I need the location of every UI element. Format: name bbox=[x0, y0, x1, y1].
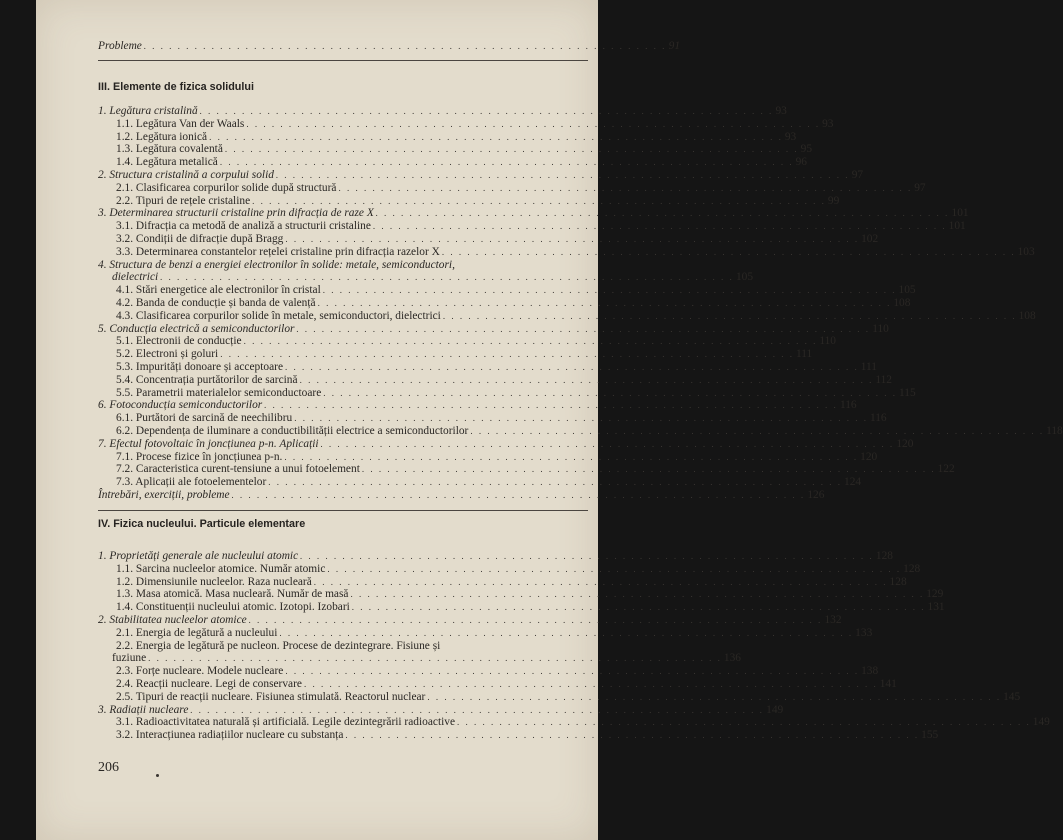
toc-entry-page: 111 bbox=[795, 348, 813, 361]
dot-leader: . . . . . . . . . . . . . . . . . . . . . . . . . . . . . . . . . . . . . . . . . . . . . . . . . . . . . . . . . . . . . . . . . . . . bbox=[268, 477, 842, 488]
section-heading-iii: III. Elemente de fizica solidului bbox=[98, 81, 254, 93]
toc-entry bbox=[116, 117, 834, 131]
toc-entry-title: 2.1. Clasificarea corpurilor solide după structură bbox=[116, 181, 337, 194]
toc-entry-page: 129 bbox=[926, 588, 944, 601]
toc-entry-page: 112 bbox=[875, 373, 892, 386]
toc-entry-title: 7.1. Procese fizice în joncțiunea p-n. bbox=[116, 450, 283, 463]
dot-leader: . . . . . . . . . . . . . . . . . . . . . . . . . . . . . . . . . . . . . . . . . . . . . . . . . . . . . . . . . . . . . . . . . . . . bbox=[284, 451, 859, 462]
toc-entry-page: 120 bbox=[860, 450, 878, 463]
toc-entry bbox=[116, 181, 926, 195]
toc-entry bbox=[98, 550, 893, 563]
dot-leader: . . . . . . . . . . . . . . . . . . . . . . . . . . . . . . . . . . . . . . . . . . . . . . . . . . . . . . . . . . . . . . . . . . . . bbox=[248, 615, 823, 625]
dot-leader: . . . . . . . . . . . . . . . . . . . . . . . . . . . . . . . . . . . . . . . . . . . . . . . . . . . . . . . . . . . . . . . . . . . . bbox=[190, 704, 765, 715]
toc-entry-page: 124 bbox=[844, 476, 862, 489]
toc-entry-page: 110 bbox=[819, 335, 836, 348]
toc-entry bbox=[116, 425, 1063, 438]
toc-entry-probleme bbox=[98, 40, 681, 53]
section-heading-iv: IV. Fizica nucleului. Particule elementare bbox=[98, 518, 306, 530]
dot-leader: . . . . . . . . . . . . . . . . . . . . . . . . . . . . . . . . . . . . . . . . . . . . . . . . . . . . . . . . . . . . . . . . . . . . bbox=[219, 157, 794, 168]
book-page bbox=[36, 0, 1063, 840]
toc-entry bbox=[98, 259, 586, 272]
toc-entry bbox=[116, 562, 921, 576]
toc-entry-page: 145 bbox=[1003, 690, 1021, 703]
toc-entry-page: 95 bbox=[800, 143, 813, 156]
dot-leader: . . . . . . . . . . . . . . . . . . . . . . . . . . . . . . . . . . . . . . . . . . . . . . . . . . . . . . . . . . . . . . . . . . . . bbox=[148, 653, 722, 664]
toc-entry-title: 2.2. Tipuri de rețele cristaline bbox=[116, 194, 251, 207]
toc-entry-title: 1.3. Masa atomică. Masa nucleară. Număr de masă bbox=[116, 588, 349, 601]
toc-entry-page: 93 bbox=[775, 105, 787, 117]
toc-entry-title: 3. Radiații nucleare bbox=[98, 703, 189, 716]
dot-leader: . . . . . . . . . . . . . . . . . . . . . . . . . . . . . . . . . . . . . . . . . . . . . . . . . . . . . . . . . . . . . . . . . . . . bbox=[441, 246, 1016, 257]
toc-entry-page: 93 bbox=[784, 130, 797, 143]
dot-leader: . . . . . . . . . . . . . . . . . . . . . . . . . . . . . . . . . . . . . . . . . . . . . . . . . . . . . . . . . . . . . . . . . . . . bbox=[442, 310, 1017, 321]
toc-entry bbox=[116, 386, 916, 400]
toc-entry-title: 5. Conducția electrică a semiconductorilor bbox=[98, 322, 295, 335]
toc-entry bbox=[116, 729, 939, 742]
dot-leader: . . . . . . . . . . . . . . . . . . . . . . . . . . . . . . . . . . . . . . . . . . . . . . . . . . . . . . . . . . . . . . . . . . . . bbox=[320, 438, 895, 449]
toc-entry-title: 4.2. Banda de conducție și banda de valență bbox=[116, 297, 316, 309]
dot-leader: . . . . . . . . . . . . . . . . . . . . . . . . . . . . . . . . . . . . . . . . . . . . . . . . . . . . . . . . . . . . . . . . . . . . bbox=[199, 106, 774, 116]
toc-entry-page: 116 bbox=[869, 412, 887, 425]
toc-entry bbox=[112, 652, 741, 665]
dot-leader: . . . . . . . . . . . . . . . . . . . . . . . . . . . . . . . . . . . . . . . . . . . . . . . . . . . . . . . . . . . . . . . . . . . . bbox=[372, 221, 947, 232]
toc-entry-page: 96 bbox=[795, 156, 807, 169]
dot-leader: . . . . . . . . . . . . . . . . . . . . . . . . . . . . . . . . . . . . . . . . . . . . . . . . . . . . . . . . . . . . . . . . . . . . bbox=[470, 426, 1045, 436]
dot-leader: . . . . . . . . . . . . . . . . . . . . . . . . . . . . . . . . . . . . . . . . . . . . . . . . . . . . . . . . . . . . . . . . . . . . bbox=[351, 602, 926, 613]
toc-entry bbox=[116, 156, 807, 169]
toc-entry-title: dielectrici bbox=[112, 271, 159, 284]
toc-entry-title: Probleme bbox=[98, 40, 142, 52]
toc-entry bbox=[98, 207, 969, 220]
dot-leader: . . . . . . . . . . . . . . . . . . . . . . . . . . . . . . . . . . . . . . . . . . . . . . . . . . . . . . . . . . . . . . . . . . . . bbox=[303, 679, 878, 689]
toc-entry-page: 99 bbox=[827, 194, 840, 207]
toc-entry bbox=[112, 271, 754, 284]
toc-entry-title: 4. Structura de benzi a energiei electronilor în solide: metale, semiconductori, bbox=[98, 258, 455, 271]
dot-leader: . . . . . . . . . . . . . . . . . . . . . . . . . . . . . . . . . . . . . . . . . . . . . . . . . . . . . . . . . . . . . . . . . . . . bbox=[313, 576, 888, 587]
dot-leader: . . . . . . . . . . . . . . . . . . . . . . . . . . . . . . . . . . . . . . . . . . . . . . . . . . . . . . . . . . . . . . . . . . . . bbox=[345, 730, 920, 741]
toc-entry bbox=[116, 143, 813, 156]
toc-entry-title: 1. Proprietăți generale ale nucleului atomic bbox=[98, 550, 299, 562]
toc-entry bbox=[98, 703, 784, 717]
toc-entry-page: 108 bbox=[1018, 309, 1036, 322]
toc-entry-page: 149 bbox=[766, 703, 784, 716]
dot-leader: . . . . . . . . . . . . . . . . . . . . . . . . . . . . . . . . . . . . . . . . . . . . . . . . . . . . . . . . . . . . . . . . . . . . bbox=[243, 336, 818, 347]
toc-entry-page: 141 bbox=[879, 678, 897, 690]
dot-leader: . . . . . . . . . . . . . . . . . . . . . . . . . . . . . . . . . . . . . . . . . . . . . . . . . . . . . . . . . . . . . . . . . . . . bbox=[350, 589, 925, 600]
toc-entry bbox=[116, 220, 966, 233]
toc-entry-page: 103 bbox=[1017, 245, 1035, 258]
toc-entry-title: 5.2. Electroni și goluri bbox=[116, 348, 219, 361]
toc-entry-title: 1.2. Legătura ionică bbox=[116, 130, 208, 143]
toc-entry-title: 3.1. Radioactivitatea naturală și artificială. Legile dezintegrării radioactive bbox=[116, 716, 456, 729]
toc-entry-title: 2. Structura cristalină a corpului solid bbox=[98, 169, 274, 181]
dot-leader: . . . . . . . . . . . . . . . . . . . . . . . . . . . . . . . . . . . . . . . . . . . . . . . . . . . . . . . . . . . . . . . . . . . . bbox=[327, 563, 902, 574]
toc-entry bbox=[116, 626, 873, 640]
page-number: 206 bbox=[98, 760, 119, 775]
toc-entry-page: 102 bbox=[861, 233, 879, 245]
toc-entry bbox=[98, 437, 914, 451]
dot-leader: . . . . . . . . . . . . . . . . . . . . . . . . . . . . . . . . . . . . . . . . . . . . . . . . . . . . . . . . . . . . . . . . . . . . bbox=[279, 627, 854, 638]
toc-entry-page: 149 bbox=[1032, 716, 1050, 729]
toc-entry-page: 116 bbox=[839, 399, 857, 412]
toc-entry bbox=[116, 716, 1050, 729]
toc-entry bbox=[116, 640, 586, 653]
toc-entry-page: 128 bbox=[875, 550, 893, 562]
dot-leader: . . . . . . . . . . . . . . . . . . . . . . . . . . . . . . . . . . . . . . . . . . . . . . . . . . . . . . . . . . . . . . . . . . . . bbox=[300, 551, 874, 561]
toc-entry bbox=[116, 130, 797, 144]
toc-entry bbox=[116, 665, 879, 678]
toc-entry-page: 136 bbox=[723, 652, 741, 665]
toc-entry-title: 7. Efectul fotovoltaic în joncțiunea p-n. Aplicații bbox=[98, 437, 319, 450]
toc-entry bbox=[98, 105, 787, 118]
toc-entry bbox=[116, 348, 813, 361]
toc-entry bbox=[116, 297, 911, 310]
toc-entry-page: 118 bbox=[1046, 425, 1063, 437]
toc-entry-title: 6. Fotoconducția semiconductorilor bbox=[98, 399, 263, 412]
toc-entry-page: 93 bbox=[822, 117, 834, 130]
toc-entry-page: 132 bbox=[824, 614, 842, 626]
toc-entry-title: 3.2. Interacțiunea radiațiilor nucleare cu substanța bbox=[116, 729, 344, 742]
toc-entry bbox=[116, 245, 1035, 259]
dot-leader: . . . . . . . . . . . . . . . . . . . . . . . . . . . . . . . . . . . . . . . . . . . . . . . . . . . . . . . . . . . . . . . . . . . . bbox=[375, 208, 950, 219]
dot-leader: . . . . . . . . . . . . . . . . . . . . . . . . . . . . . . . . . . . . . . . . . . . . . . . . . . . . . . . . . . . . . . . . . . . . bbox=[224, 144, 799, 155]
toc-entry-title: 2.2. Energia de legătură pe nucleon. Procese de dezintegrare. Fisiune și bbox=[116, 639, 441, 652]
toc-entry-title: 5.3. Impurități donoare și acceptoare bbox=[116, 361, 283, 373]
toc-entry bbox=[116, 233, 879, 246]
toc-entry-title: 5.4. Concentrația purtătorilor de sarcină bbox=[116, 373, 298, 386]
toc-entry-title: Întrebări, exerciții, probleme bbox=[98, 489, 230, 501]
toc-entry-title: 2. Stabilitatea nucleelor atomice bbox=[98, 614, 247, 626]
dot-leader: . . . . . . . . . . . . . . . . . . . . . . . . . . . . . . . . . . . . . . . . . . . . . . . . . . . . . . . . . . . . . . . . . . . . bbox=[457, 717, 1031, 728]
toc-entry-title: 2.5. Tipuri de reacții nucleare. Fisiunea stimulată. Reactorul nuclear bbox=[116, 690, 426, 703]
toc-entry bbox=[116, 588, 944, 601]
dot-leader: . . . . . . . . . . . . . . . . . . . . . . . . . . . . . . . . . . . . . . . . . . . . . . . . . . . . . . . . . . . . . . bbox=[143, 41, 667, 51]
dot-leader: . . . . . . . . . . . . . . . . . . . . . . . . . . . . . . . . . . . . . . . . . . . . . . . . . . . . . . . . . . . . . . . . . . . . bbox=[220, 349, 794, 360]
dot-leader: . . . . . . . . . . . . . . . . . . . . . . . . . . . . . . . . . . . . . . . . . . . . . . . . . . . . . . . . . . . . . . . . . . . . bbox=[317, 298, 892, 308]
toc-entry-title: 1. Legătura cristalină bbox=[98, 105, 198, 117]
toc-entry bbox=[116, 463, 955, 476]
toc-entry bbox=[116, 412, 887, 425]
toc-entry-page: 111 bbox=[860, 361, 877, 373]
dot-leader: . . . . . . . . . . . . . . . . . . . . . . . . . . . . . . . . . . . . . . . . . . . . . . . . . . . . . . . . . . . . . . . . . . . . bbox=[264, 400, 838, 411]
toc-entry-page: 105 bbox=[898, 284, 916, 297]
toc-entry-page: 91 bbox=[668, 40, 681, 52]
toc-entry-page: 115 bbox=[899, 386, 916, 399]
toc-entry-page: 97 bbox=[914, 181, 926, 194]
toc-entry-page: 101 bbox=[951, 207, 969, 220]
toc-entry-page: 126 bbox=[807, 489, 825, 501]
toc-entry-title: 2.3. Forțe nucleare. Modele nucleare bbox=[116, 665, 284, 678]
toc-entry-title: 1.4. Legătura metalică bbox=[116, 156, 218, 169]
print-speck bbox=[156, 774, 159, 777]
toc-entry bbox=[116, 335, 836, 348]
toc-entry-title: 1.4. Constituenții nucleului atomic. Izotopi. Izobari bbox=[116, 601, 350, 614]
toc-entry-page: 138 bbox=[861, 665, 879, 678]
toc-entry bbox=[116, 309, 1036, 323]
toc-entry-title: 3.2. Condiții de difracție după Bragg bbox=[116, 233, 284, 245]
toc-entry bbox=[116, 450, 878, 464]
toc-entry-title: 5.1. Electronii de conducție bbox=[116, 335, 242, 348]
dot-leader: . . . . . . . . . . . . . . . . . . . . . . . . . . . . . . . . . . . . . . . . . . . . . . . . . . . . . . . . . . . . . . . . . . . . bbox=[275, 170, 850, 180]
dot-leader: . . . . . . . . . . . . . . . . . . . . . . . . . . . . . . . . . . . . . . . . . . . . . . . . . . . . . . . . . . . . . . . . . . . . bbox=[209, 131, 783, 142]
toc-entry-page: 133 bbox=[855, 626, 873, 639]
toc-entry-page: 108 bbox=[893, 297, 911, 309]
toc-entry-title: 3. Determinarea structurii cristaline prin difracția de raze X bbox=[98, 207, 374, 220]
dot-leader: . . . . . . . . . . . . . . . . . . . . . . . . . . . . . . . . . . . . . . . . . . . . . . . . . . . . . . . . . . . . . . . . . . . . bbox=[427, 691, 1002, 702]
toc-entry-title: fuziune bbox=[112, 652, 147, 665]
toc-entry-page: 128 bbox=[903, 562, 921, 575]
toc-entry-page: 110 bbox=[872, 322, 889, 335]
dot-leader: . . . . . . . . . . . . . . . . . . . . . . . . . . . . . . . . . . . . . . . . . . . . . . . . . . . . . . . . . . . . . . . . . . . . bbox=[338, 182, 913, 193]
toc-entry-title: 5.5. Parametrii materialelor semiconductoare bbox=[116, 386, 322, 399]
toc-entry bbox=[116, 284, 916, 297]
dot-leader: . . . . . . . . . . . . . . . . . . . . . . . . . . . . . . . . . . . . . . . . . . . . . . . . . . . . . . . . . . . . . . . . . . . . bbox=[285, 362, 859, 372]
toc-entry-page: 155 bbox=[921, 729, 939, 742]
toc-entry-title: 1.1. Legătura Van der Waals bbox=[116, 117, 245, 130]
toc-entry bbox=[116, 476, 862, 489]
toc-entry-page: 120 bbox=[896, 437, 914, 450]
dot-leader: . . . . . . . . . . . . . . . . . . . . . . . . . . . . . . . . . . . . . . . . . . . . . . . . . . . . . . . . . . . . . . . . . . . . bbox=[285, 234, 860, 244]
toc-entry-title: 1.2. Dimensiunile nucleelor. Raza nucleară bbox=[116, 575, 312, 588]
dot-leader: . . . . . . . . . . . . . . . . . . . . . . . . . . . . . . . . . . . . . . . . . . . . . . . . . . . . . . . . . . . . . . . . . . . . bbox=[296, 323, 871, 334]
toc-entry-title: 2.4. Reacții nucleare. Legi de conservare bbox=[116, 678, 302, 690]
toc-entry bbox=[116, 678, 897, 691]
dot-leader: . . . . . . . . . . . . . . . . . . . . . . . . . . . . . . . . . . . . . . . . . . . . . . . . . . . . . . . . . . . . . . . . . . . . bbox=[322, 285, 897, 296]
toc-entry-page: 97 bbox=[851, 169, 864, 181]
dot-leader: . . . . . . . . . . . . . . . . . . . . . . . . . . . . . . . . . . . . . . . . . . . . . . . . . . . . . . . . . . . . . . . . . . . . bbox=[299, 374, 874, 385]
toc-entry bbox=[98, 169, 864, 182]
dot-leader: . . . . . . . . . . . . . . . . . . . . . . . . . . . . . . . . . . . . . . . . . . . . . . . . . . . . . . . . . . . . . . . . . . . . bbox=[231, 490, 806, 500]
toc-entry-page: 101 bbox=[948, 220, 966, 233]
toc-entry bbox=[98, 399, 857, 412]
toc-entry bbox=[98, 489, 825, 502]
dot-leader: . . . . . . . . . . . . . . . . . . . . . . . . . . . . . . . . . . . . . . . . . . . . . . . . . . . . . . . . . . . . . . . . . . . . bbox=[160, 272, 734, 283]
toc-entry-title: 2.1. Energia de legătură a nucleului bbox=[116, 626, 278, 639]
toc-entry bbox=[116, 373, 892, 387]
toc-entry bbox=[98, 614, 842, 627]
toc-entry bbox=[116, 690, 1021, 704]
dot-leader: . . . . . . . . . . . . . . . . . . . . . . . . . . . . . . . . . . . . . . . . . . . . . . . . . . . . . . . . . . . . . . . . . . . . bbox=[294, 413, 868, 424]
toc-entry-page: 131 bbox=[927, 601, 945, 614]
toc-entry bbox=[116, 601, 945, 614]
dot-leader: . . . . . . . . . . . . . . . . . . . . . . . . . . . . . . . . . . . . . . . . . . . . . . . . . . . . . . . . . . . . . . . . . . . . bbox=[323, 387, 898, 398]
toc-entry-title: 3.1. Difracția ca metodă de analiză a structurii cristaline bbox=[116, 220, 371, 233]
toc-entry-title: 4.3. Clasificarea corpurilor solide în metale, semiconductori, dielectrici bbox=[116, 309, 441, 322]
toc-entry bbox=[116, 361, 877, 374]
toc-entry-title: 1.3. Legătura covalentă bbox=[116, 143, 223, 156]
toc-entry-title: 3.3. Determinarea constantelor rețelei cristaline prin difracția razelor X bbox=[116, 245, 440, 258]
dot-leader: . . . . . . . . . . . . . . . . . . . . . . . . . . . . . . . . . . . . . . . . . . . . . . . . . . . . . . . . . . . . . . . . . . . . bbox=[246, 118, 821, 129]
toc-entry-title: 4.1. Stări energetice ale electronilor în cristal bbox=[116, 284, 321, 297]
section-divider bbox=[98, 510, 588, 511]
toc-entry-page: 122 bbox=[937, 463, 955, 476]
toc-entry-title: 6.1. Purtători de sarcină de neechilibru bbox=[116, 412, 293, 425]
toc-entry-title: 1.1. Sarcina nucleelor atomice. Număr atomic bbox=[116, 562, 326, 575]
toc-entry-page: 105 bbox=[735, 271, 754, 284]
dot-leader: . . . . . . . . . . . . . . . . . . . . . . . . . . . . . . . . . . . . . . . . . . . . . . . . . . . . . . . . . . . . . . . . . . . . bbox=[285, 666, 860, 677]
toc-entry-title: 6.2. Dependența de iluminare a conductibilității electrice a semiconductorilor bbox=[116, 425, 469, 437]
dot-leader: . . . . . . . . . . . . . . . . . . . . . . . . . . . . . . . . . . . . . . . . . . . . . . . . . . . . . . . . . . . . . . . . . . . . bbox=[252, 195, 826, 206]
dot-leader: . . . . . . . . . . . . . . . . . . . . . . . . . . . . . . . . . . . . . . . . . . . . . . . . . . . . . . . . . . . . . . . . . . . . bbox=[361, 464, 936, 475]
toc-entry bbox=[116, 575, 907, 589]
toc-entry bbox=[98, 322, 889, 336]
toc-entry bbox=[116, 194, 840, 208]
toc-entry-page: 128 bbox=[889, 575, 907, 588]
toc-entry-title: 7.2. Caracteristica curent-tensiune a unui fotoelement bbox=[116, 463, 360, 476]
section-divider bbox=[98, 60, 588, 61]
toc-entry-title: 7.3. Aplicații ale fotoelementelor bbox=[116, 476, 267, 489]
